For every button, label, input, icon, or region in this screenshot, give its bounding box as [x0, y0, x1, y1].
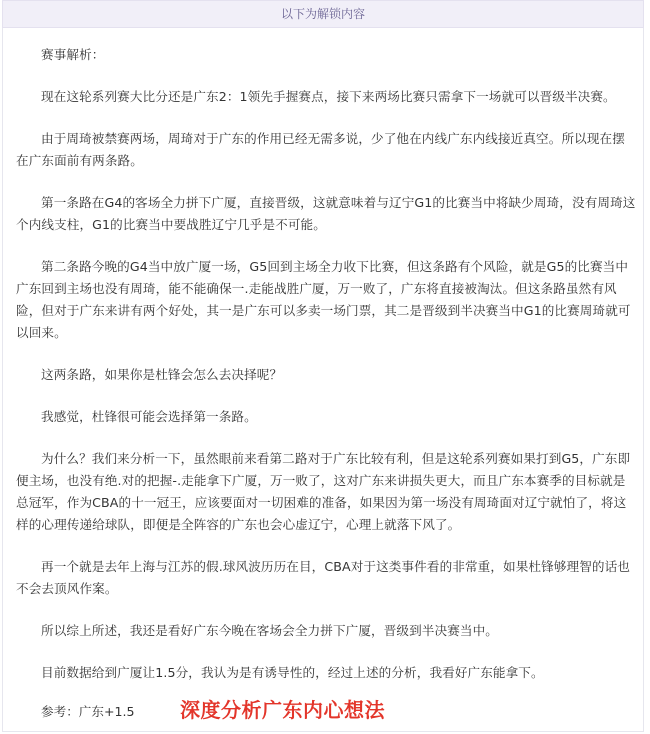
paragraph-conclusion: 所以综上所述，我还是看好广东今晚在客场会全力拼下广厦，晋级到半决赛当中。 [41, 623, 498, 638]
unlocked-content-banner [2, 0, 644, 28]
article-heading: 赛事解析： [41, 47, 105, 62]
paragraph-analysis: 为什么？我们来分析一下，虽然眼前来看第二路对于广东比较有利，但是这轮系列赛如果打到G5，广东即便主场，也没有绝.对的把握-.走能拿下广厦，万一败了，这对广东来讲损失更大，而且广东本赛季的目标就是总冠军，作为CBA的十一冠王，应该要面对一切困难的准备，如果因为第一场没有周琦面对辽宁就怕了，将这样的心理传递给球队，即便是全阵容的广东也会心虚辽宁，心理上就落下风了。 [16, 451, 631, 532]
analysis-stamp: 深度分析广东内心想法 [180, 698, 385, 722]
paragraph-second-path: 第二条路今晚的G4当中放广厦一场，G5回到主场全力收下比赛，但这条路有个风险，就是G5的比赛当中广东回到主场也没有周琦，能不能确保一.走能战胜广厦，万一败了，广东将直接被淘汰。但这条路虽然有风险，但对于广东来讲有两个好处，其一是广东可以多卖一场门票，其二是晋级到半决赛当中G1的比赛周琦就可以回来。 [16, 259, 631, 340]
reference-row [16, 695, 636, 725]
paragraph-series-score: 现在这轮系列赛大比分还是广东2：1领先手握赛点，接下来两场比赛只需拿下一场就可以晋级半决赛。 [41, 89, 616, 104]
paragraph-first-path: 第一条路在G4的客场全力拼下广厦，直接晋级，这就意味着与辽宁G1的比赛当中将缺少周琦，没有周琦这个内线支柱，G1的比赛当中要战胜辽宁几乎是不可能。 [16, 195, 636, 232]
paragraph-precedent: 再一个就是去年上海与江苏的假.球风波历历在目，CBA对于这类事件看的非常重，如果杜锋够理智的话也不会去顶风作案。 [16, 559, 630, 596]
paragraph-opinion: 我感觉，杜锋很可能会选择第一条路。 [41, 409, 257, 424]
banner-label: 以下为解锁内容 [280, 7, 365, 21]
reference-pick: 参考：广东+1.5 [41, 704, 135, 719]
paragraph-zhouqi-suspension: 由于周琦被禁赛两场，周琦对于广东的作用已经无需多说，少了他在内线广东内线接近真空。所以现在摆在广东面前有两条路。 [16, 131, 625, 168]
paragraph-question: 这两条路，如果你是杜锋会怎么去决择呢？ [41, 367, 283, 382]
article-body [16, 44, 636, 725]
paragraph-handicap: 目前数据给到广厦让1.5分，我认为是有诱导性的，经过上述的分析，我看好广东能拿下。 [41, 665, 544, 680]
